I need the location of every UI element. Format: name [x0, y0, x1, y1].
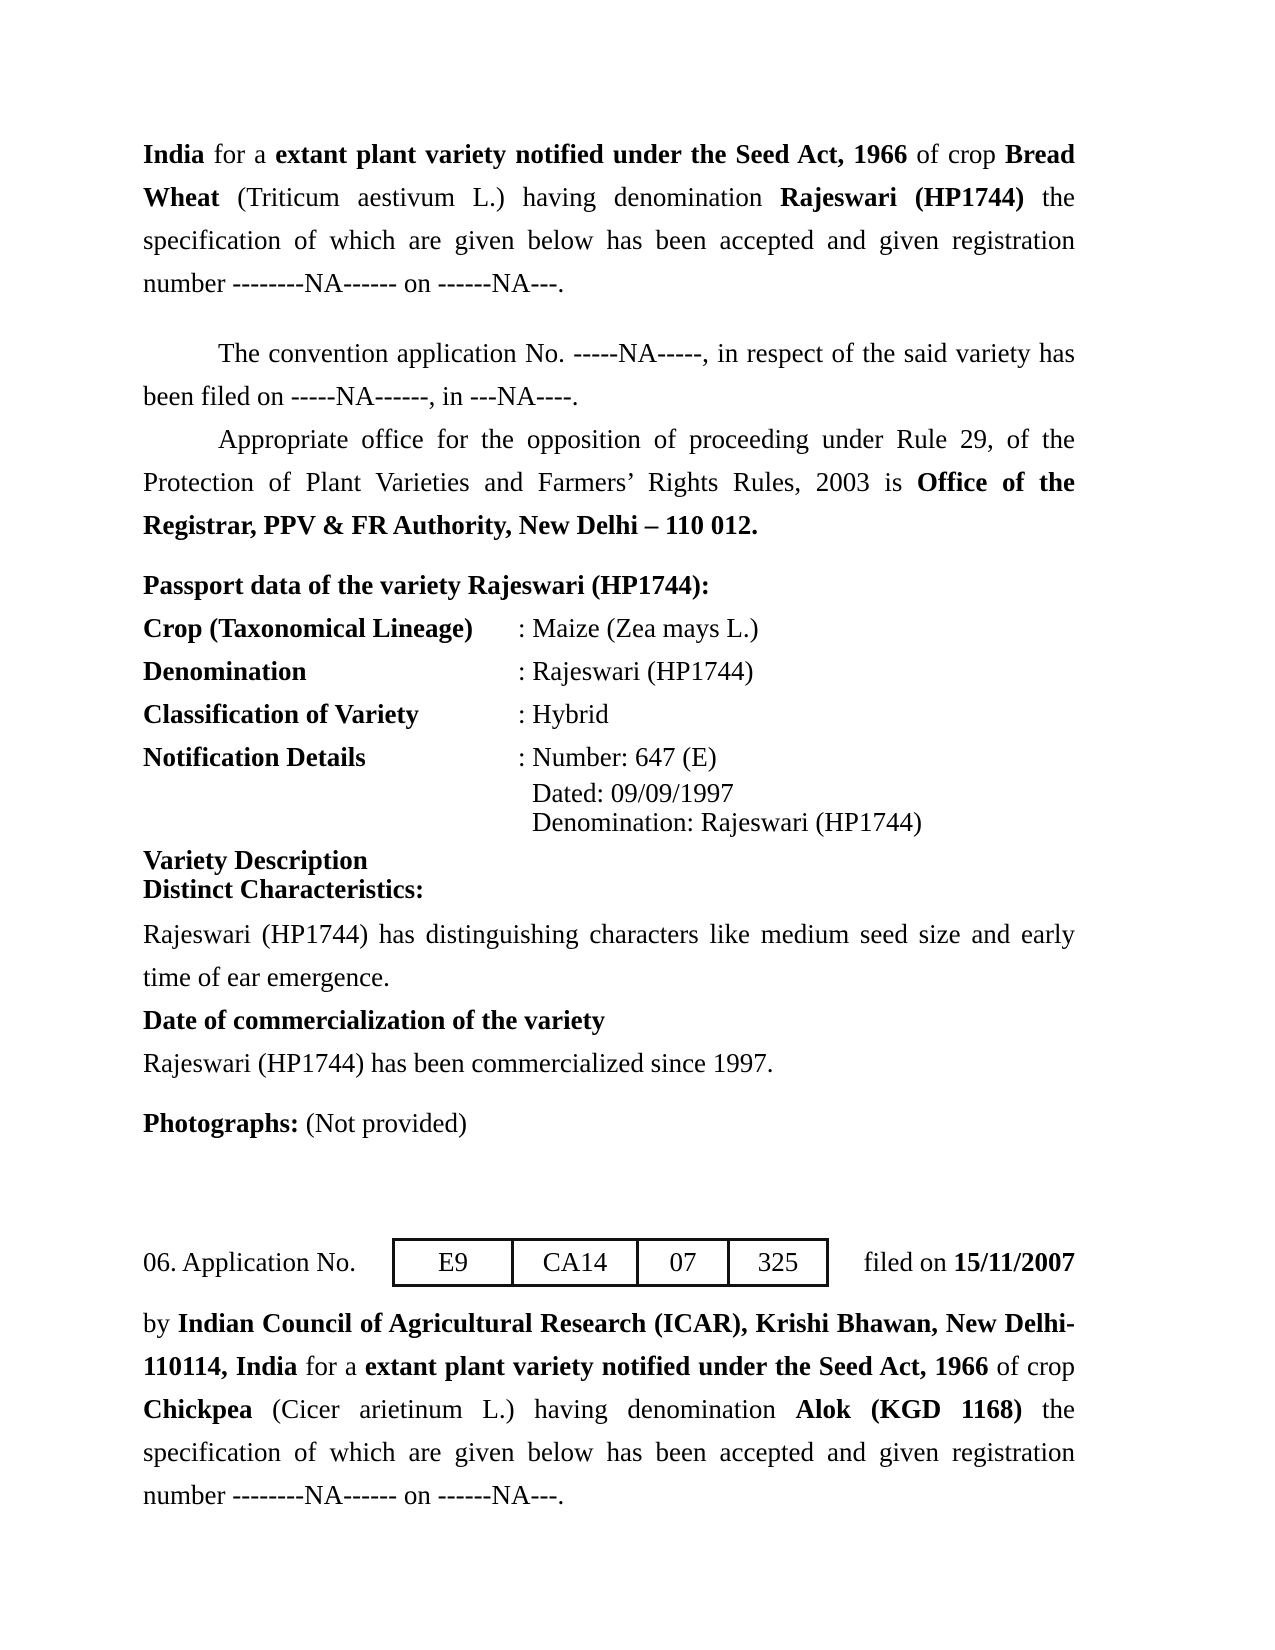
field-label-denomination: Denomination: [143, 656, 307, 686]
field-value-classification: [518, 693, 1075, 736]
notification-line-number: [518, 736, 1075, 779]
passport-data-heading: Passport data of the variety Rajeswari (HP1744):: [143, 570, 710, 600]
application-number-label: 06. Application No.: [143, 1246, 356, 1277]
field-value-crop: [518, 607, 1075, 650]
application-number-table-row: [394, 1239, 828, 1285]
field-value-text: Maize (Zea mays L.): [532, 613, 759, 643]
field-label-crop: Crop (Taxonomical Lineage): [143, 613, 474, 643]
field-label-notification: Notification Details: [143, 742, 366, 772]
paragraph-application-body: by Indian Council of Agricultural Research (ICAR), Krishi Bhawan, New Delhi-110114, India for a extant plant variety notified under the Seed Act, 1966 of crop Chickpea (Cicer arietinum L.) having denomination Alok (KGD 1168) the specification of which are given below has been accepted and given registration number --------NA------ on ------NA---.: [143, 1308, 1076, 1510]
field-value-denomination: [518, 650, 1075, 693]
notification-line-denomination: Denomination: Rajeswari (HP1744): [532, 807, 922, 837]
paragraph-intro-wheat: India for a extant plant variety notified under the Seed Act, 1966 of crop Bread Wheat (Triticum aestivum L.) having denomination Rajeswari (HP1744) the specification of which are given below has been accepted and given registration number --------NA------ on ------NA---.: [143, 139, 1076, 298]
application-cell-2: CA14: [513, 1239, 638, 1285]
field-value-notification: [518, 736, 1075, 837]
field-row-notification: [143, 736, 1075, 837]
photographs-value: (Not provided): [299, 1108, 467, 1138]
field-colon: :: [518, 742, 533, 772]
field-colon: :: [518, 699, 533, 729]
field-value-text: Hybrid: [532, 699, 609, 729]
application-number-table: [392, 1238, 829, 1287]
application-cell-1: E9: [394, 1239, 513, 1285]
field-colon: :: [518, 656, 533, 686]
filed-on-date: 15/11/2007: [953, 1246, 1075, 1277]
field-colon: :: [518, 613, 533, 643]
variety-description-block: [143, 846, 1075, 1085]
variety-description-heading: Variety Description: [143, 845, 368, 875]
paragraph-convention: The convention application No. -----NA-----, in respect of the said variety has been filed on -----NA------, in ---NA----.: [143, 338, 1075, 411]
distinct-characteristics-text: Rajeswari (HP1744) has distinguishing characters like medium seed size and early time of ear emergence.: [143, 919, 1075, 992]
notification-number-text: Number: 647 (E): [532, 742, 717, 772]
distinct-characteristics-heading: Distinct Characteristics:: [143, 874, 425, 904]
field-row-classification: [143, 693, 1075, 736]
field-label-classification: Classification of Variety: [143, 699, 419, 729]
application-cell-3: 07: [638, 1239, 729, 1285]
application-row: [143, 1238, 1075, 1286]
photographs-label: Photographs:: [143, 1108, 300, 1138]
field-row-denomination: [143, 650, 1075, 693]
filed-on-text: [864, 1241, 1076, 1284]
field-row-crop: [143, 607, 1075, 650]
commercialization-text: Rajeswari (HP1744) has been commercialized since 1997.: [143, 1048, 774, 1078]
field-value-text: Rajeswari (HP1744): [532, 656, 754, 686]
notification-line-dated: Dated: 09/09/1997: [532, 778, 734, 808]
paragraph-appropriate-office: Appropriate office for the opposition of proceeding under Rule 29, of the Protection of Plant Varieties and Farmers’ Rights Rules, 2003 is Office of the Registrar, PPV & FR Authority, New Delhi – 110 012.: [143, 424, 1076, 540]
photographs-line: [143, 1102, 1075, 1145]
filed-on-prefix: filed on: [863, 1246, 954, 1277]
commercialization-heading: Date of commercialization of the variety: [143, 1005, 606, 1035]
application-cell-4: 325: [729, 1239, 828, 1285]
